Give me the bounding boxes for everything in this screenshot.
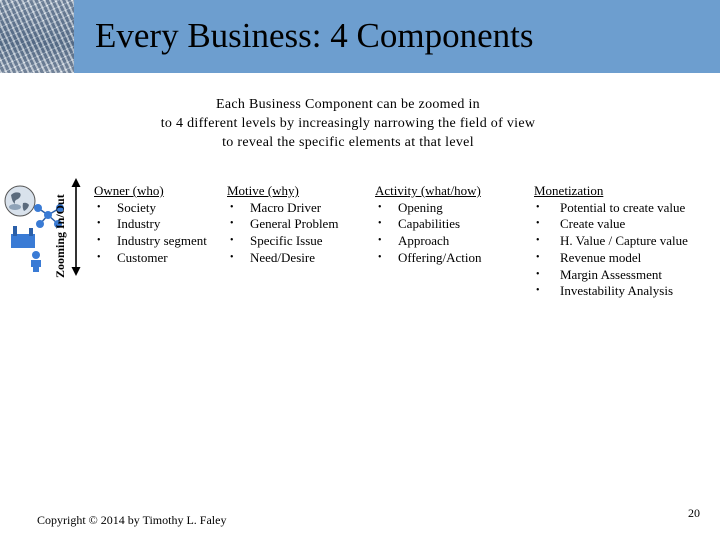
person-icon — [29, 250, 43, 272]
list-item: • Investability Analysis — [534, 283, 688, 300]
title-bar — [0, 0, 720, 73]
list-item: • Industry — [94, 216, 207, 233]
list-item: • Need/Desire — [227, 250, 338, 267]
list-item: • Capabilities — [375, 216, 482, 233]
list-item: • Margin Assessment — [534, 267, 688, 284]
column-heading: Activity (what/how) — [375, 183, 481, 198]
subtitle-line: to 4 different levels by increasingly narrowing the field of view — [160, 116, 536, 131]
owner-column — [94, 183, 207, 267]
subtitle-line: to reveal the specific elements at that level — [222, 135, 474, 150]
list-item: • Specific Issue — [227, 233, 338, 250]
motive-column — [227, 183, 338, 267]
list-item: • Society — [94, 200, 207, 217]
factory-icon — [9, 224, 37, 250]
slide-title: Every Business: 4 Components — [95, 16, 534, 55]
list-item: • Approach — [375, 233, 482, 250]
list-item: • Revenue model — [534, 250, 688, 267]
subtitle-line: Each Business Component can be zoomed in — [216, 97, 480, 112]
activity-column — [375, 183, 482, 267]
building-photo — [0, 0, 74, 73]
list-item: • Customer — [94, 250, 207, 267]
column-heading: Owner (who) — [94, 183, 164, 198]
list-item: • Offering/Action — [375, 250, 482, 267]
list-item: • General Problem — [227, 216, 338, 233]
list-item: • Industry segment — [94, 233, 207, 250]
double-arrow-icon — [70, 178, 82, 276]
page-number: 20 — [688, 506, 700, 520]
column-heading: Monetization — [534, 183, 604, 198]
list-item: • Opening — [375, 200, 482, 217]
subtitle — [120, 95, 576, 152]
monetization-column — [534, 183, 688, 300]
column-heading: Motive (why) — [227, 183, 299, 198]
copyright-footer: Copyright © 2014 by Timothy L. Faley — [37, 513, 227, 527]
zoom-label: Zooming In/Out — [53, 194, 67, 278]
list-item: • Macro Driver — [227, 200, 338, 217]
list-item: • Potential to create value — [534, 200, 688, 217]
list-item: • Create value — [534, 216, 688, 233]
list-item: • H. Value / Capture value — [534, 233, 688, 250]
